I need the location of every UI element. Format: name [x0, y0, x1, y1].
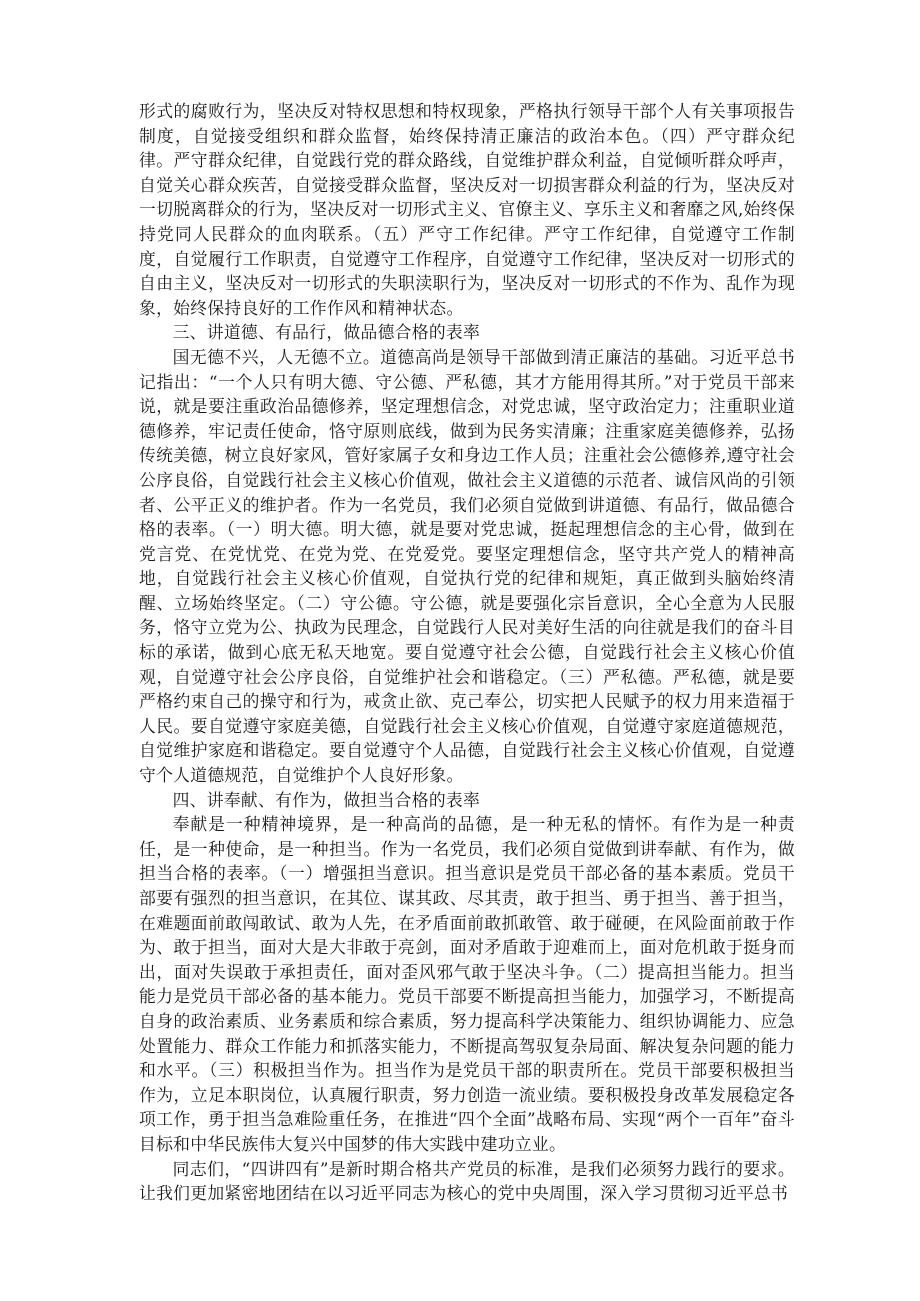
section-heading-three: 三、讲道德、有品行，做品德合格的表率 [172, 322, 481, 343]
paragraph-dedication: 奉献是一种精神境界，是一种高尚的品德，是一种无私的情怀。有作为是一种责任，是一种使命，是一种担当。作为一名党员，我们必须自觉做到讲奉献、有作为，做担当合格的表率。（一）增强担当意识。担当意识是党员干部必备的基本素质。党员干部要有强烈的担当意识，在其位、谋其政、尽其责，敢于担当、勇于担当、善于担当，在难题面前敢闯敢试、敢为人先，在矛盾面前敢抓敢管、敢于碰硬，在风险面前敢于作为、敢于担当，面对大是大非敢于亮剑，面对矛盾敢于迎难而上，面对危机敢于挺身而出，面对失误敢于承担责任，面对歪风邪气敢于坚决斗争。（二）提高担当能力。担当能力是党员干部必备的基本能力。党员干部要不断提高担当能力，加强学习，不断提高自身的政治素质、业务素质和综合素质，努力提高科学决策能力、组织协调能力、应急处置能力、群众工作能力和抓落实能力，不断提高驾驭复杂局面、解决复杂问题的能力和水平。（三）积极担当作为。担当作为是党员干部的职责所在。党员干部要积极担当作为，立足本职岗位，认真履行职责，努力创造一流业绩。要积极投身改革发展稳定各项工作，勇于担当急难险重任务，在推进“四个全面”战略布局、实现“两个一百年”奋斗目标和中华民族伟大复兴中国梦的伟大实践中建功立业。 [139, 814, 795, 1154]
document-body [139, 99, 795, 1206]
paragraph-closing: 同志们，“四讲四有”是新时期合格共产党员的标准，是我们必须努力践行的要求。让我们更加紧密地团结在以习近平同志为核心的党中央周围，深入学习贯彻习近平总书 [139, 1158, 795, 1204]
paragraph-discipline-continued: 形式的腐败行为，坚决反对特权思想和特权现象，严格执行领导干部个人有关事项报告制度，自觉接受组织和群众监督，始终保持清正廉洁的政治本色。（四）严守群众纪律。严守群众纪律，自觉践行党的群众路线，自觉维护群众利益，自觉倾听群众呼声，自觉关心群众疾苦，自觉接受群众监督，坚决反对一切损害群众利益的行为，坚决反对一切脱离群众的行为，坚决反对一切形式主义、官僚主义、享乐主义和奢靡之风,始终保持党同人民群众的血肉联系。（五）严守工作纪律。严守工作纪律，自觉遵守工作制度，自觉履行工作职责，自觉遵守工作程序，自觉遵守工作纪律，坚决反对一切形式的自由主义，坚决反对一切形式的失职渎职行为，坚决反对一切形式的不作为、乱作为现象，始终保持良好的工作作风和精神状态。 [139, 101, 795, 318]
section-heading-four: 四、讲奉献、有作为，做担当合格的表率 [172, 789, 481, 810]
paragraph-morality: 国无德不兴，人无德不立。道德高尚是领导干部做到清正廉洁的基础。习近平总书记指出：“一个人只有明大德、守公德、严私德，其才方能用得其所。”对于党员干部来说，就是要注重政治品德修养，坚定理想信念，对党忠诚，坚守政治定力；注重职业道德修养，牢记责任使命，恪守原则底线，做到为民务实清廉；注重家庭美德修养，弘扬传统美德，树立良好家风，管好家属子女和身边工作人员；注重社会公德修养,遵守社会公序良俗，自觉践行社会主义核心价值观，做社会主义道德的示范者、诚信风尚的引领者、公平正义的维护者。作为一名党员，我们必须自觉做到讲道德、有品行，做品德合格的表率。（一）明大德。明大德，就是要对党忠诚，挺起理想信念的主心骨，做到在党言党、在党忧党、在党为党、在党爱党。要坚定理想信念，坚守共产党人的精神高地，自觉践行社会主义核心价值观，自觉执行党的纪律和规矩，真正做到头脑始终清醒、立场始终坚定。（二）守公德。守公德，就是要强化宗旨意识，全心全意为人民服务，恪守立党为公、执政为民理念，自觉践行人民对美好生活的向往就是我们的奋斗目标的承诺，做到心底无私天地宽。要自觉遵守社会公德，自觉践行社会主义核心价值观，自觉遵守社会公序良俗，自觉维护社会和谐稳定。（三）严私德。严私德，就是要严格约束自己的操守和行为，戒贪止欲、克己奉公，切实把人民赋予的权力用来造福于人民。要自觉遵守家庭美德，自觉践行社会主义核心价值观，自觉遵守家庭道德规范，自觉维护家庭和谐稳定。要自觉遵守个人品德，自觉践行社会主义核心价值观，自觉遵守个人道德规范，自觉维护个人良好形象。 [139, 346, 795, 786]
